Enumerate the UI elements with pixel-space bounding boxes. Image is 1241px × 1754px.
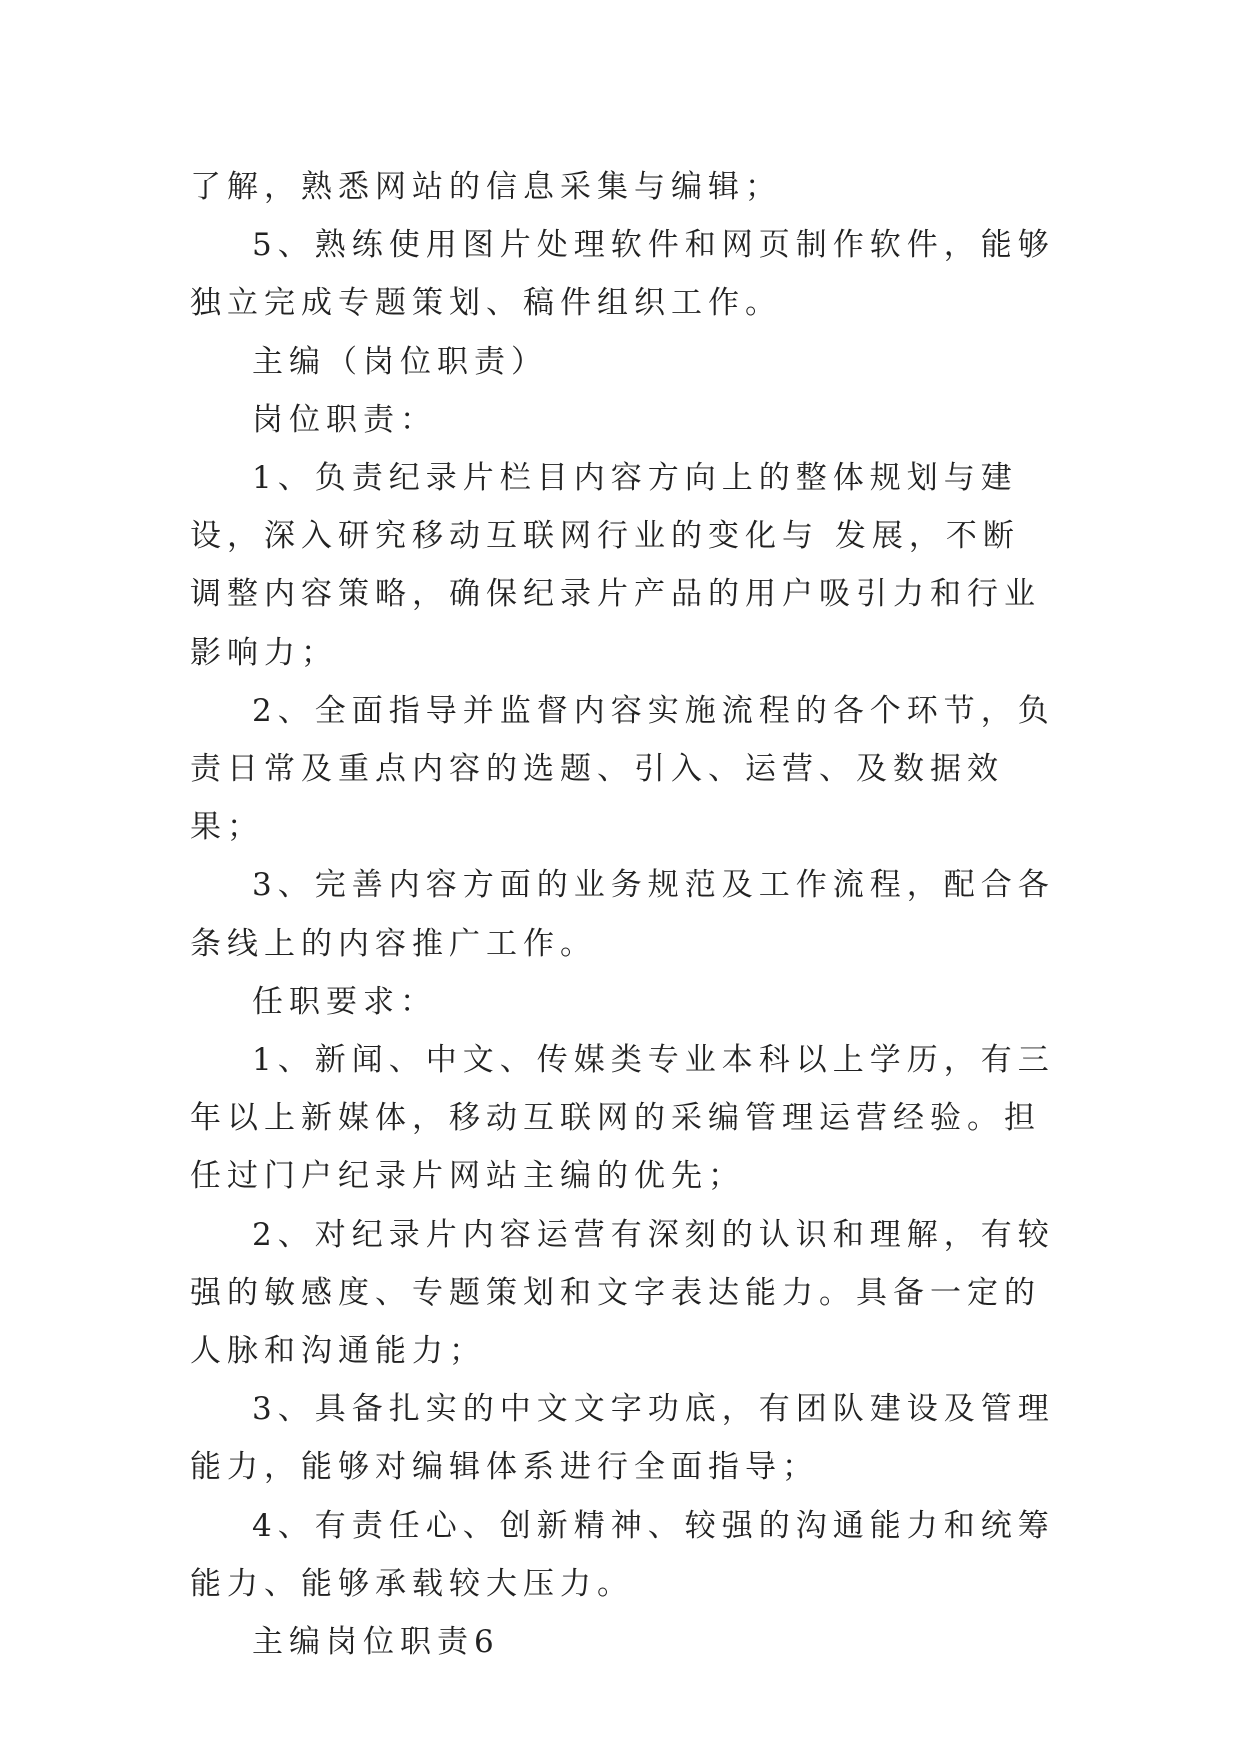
requirement-item-1: 1、新闻、中文、传媒类专业本科以上学历，有三年以上新媒体，移动互联网的采编管理运营经验。担任过门户纪录片网站主编的优先； <box>190 1042 1055 1195</box>
subheading-requirements: 任职要求： <box>252 983 437 1020</box>
requirement-item-3: 3、具备扎实的中文文字功底，有团队建设及管理能力，能够对编辑体系进行全面指导； <box>190 1391 1055 1486</box>
section-heading: 主编（岗位职责） <box>252 343 548 380</box>
paragraph-item-5: 5、熟练使用图片处理软件和网页制作软件，能够独立完成专题策划、稿件组织工作。 <box>190 227 1055 322</box>
duty-item-2: 2、全面指导并监督内容实施流程的各个环节，负责日常及重点内容的选题、引入、运营、及数据效果； <box>190 692 1055 846</box>
requirement-item-4: 4、有责任心、创新精神、较强的沟通能力和统筹能力、能够承载较大压力。 <box>190 1507 1055 1602</box>
duty-item-3: 3、完善内容方面的业务规范及工作流程，配合各条线上的内容推广工作。 <box>190 867 1055 962</box>
requirement-item-2: 2、对纪录片内容运营有深刻的认识和理解，有较强的敏感度、专题策划和文字表达能力。具备一定的人脉和沟通能力； <box>190 1216 1055 1370</box>
section-heading-6: 主编岗位职责6 <box>252 1624 500 1661</box>
duty-item-1: 1、负责纪录片栏目内容方向上的整体规划与建设，深入研究移动互联网行业的变化与 发展，不断调整内容策略，确保纪录片产品的用户吸引力和行业影响力； <box>190 460 1041 671</box>
paragraph-continuation: 了解，熟悉网站的信息采集与编辑； <box>190 169 782 205</box>
document-body <box>190 158 1055 1671</box>
subheading-duties: 岗位职责： <box>252 401 437 438</box>
